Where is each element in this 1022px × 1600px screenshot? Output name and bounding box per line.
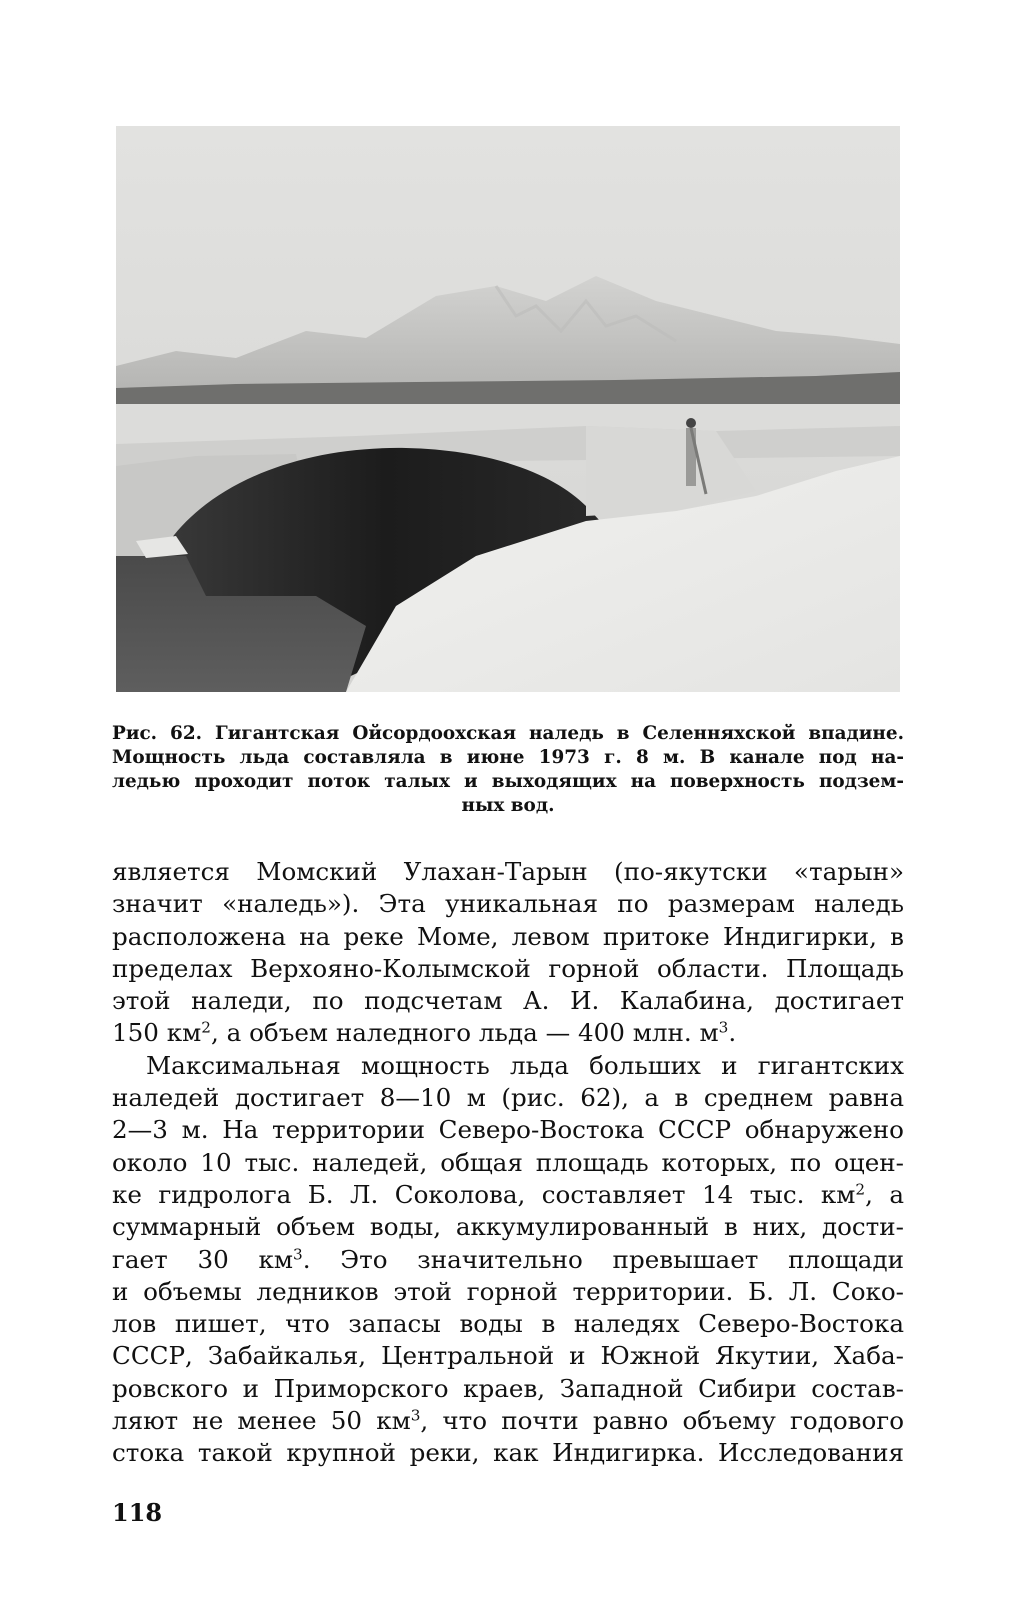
text-line: Максимальная мощность льда больших и гигантских (146, 1050, 904, 1080)
caption-line: Мощность льда составляла в июне 1973 г. 8 м. В канале под на- (112, 747, 904, 768)
text-line: стока такой крупной реки, как Индигирка. Исследования (112, 1438, 904, 1468)
text-line: значит «наледь»). Эта уникальная по размерам наледь (112, 889, 904, 919)
text-line: является Момский Улахан-Тарын (по-якутски «тарын» (112, 857, 904, 886)
text-line: ровского и Приморского краев, Западной Сибири состав- (112, 1373, 904, 1403)
text-line: расположена на реке Моме, левом притоке Индигирки, в (112, 921, 904, 951)
text-line: около 10 тыс. наледей, общая площадь которых, по оцен- (112, 1147, 904, 1177)
text-fragment: , а (865, 1179, 904, 1209)
text-line: и объемы ледников этой горной территории. Б. Л. Соко- (112, 1276, 904, 1306)
text-fragment: , а объем наледного льда — 400 млн. м (210, 1018, 719, 1048)
caption-line: Рис. 62. Гигантская Ойсордоохская наледь в Селенняхской впадине. (112, 723, 904, 744)
text-fragment: ке гидролога Б. Л. Соколова, составляет 14 тыс. км (112, 1179, 856, 1209)
text-line (112, 1405, 904, 1437)
ice-channel-photo-illustration (116, 126, 900, 692)
figure-caption (112, 722, 904, 818)
text-fragment: гает 30 км (112, 1244, 294, 1274)
text-fragment: . (728, 1018, 737, 1048)
text-fragment: 150 км (112, 1018, 202, 1048)
body-text (112, 856, 904, 1470)
superscript: 3 (410, 1406, 421, 1425)
text-line: СССР, Забайкалья, Центральной и Южной Якутии, Хаба- (112, 1341, 904, 1371)
page-number: 118 (112, 1498, 163, 1527)
text-fragment: ляют не менее 50 км (112, 1406, 411, 1436)
text-line: лов пишет, что запасы воды в наледях Северо-Востока (112, 1309, 904, 1339)
superscript: 2 (855, 1180, 866, 1199)
caption-line: ледью проходит поток талых и выходящих на поверхность подзем- (112, 771, 904, 792)
caption-line: ных вод. (461, 795, 555, 816)
superscript: 3 (293, 1245, 303, 1264)
superscript: 3 (718, 1019, 729, 1038)
text-fragment: , что почти равно объему годового (420, 1406, 905, 1436)
text-line (112, 1017, 904, 1049)
text-line (112, 1179, 904, 1211)
text-line: 2—3 м. На территории Северо-Востока СССР обнаружено (112, 1115, 904, 1145)
text-line: этой наледи, по подсчетам А. И. Калабина, достигает (112, 986, 904, 1016)
superscript: 2 (201, 1019, 211, 1038)
text-fragment: . Это значительно превышает площади (302, 1244, 904, 1274)
text-line (112, 1244, 904, 1276)
text-line: наледей достигает 8—10 м (рис. 62), а в среднем равна (112, 1083, 904, 1113)
figure-62-photo (116, 126, 900, 692)
text-line: пределах Верхояно-Колымской горной области. Площадь (112, 953, 904, 983)
text-line: суммарный объем воды, аккумулированный в них, дости- (112, 1212, 904, 1242)
